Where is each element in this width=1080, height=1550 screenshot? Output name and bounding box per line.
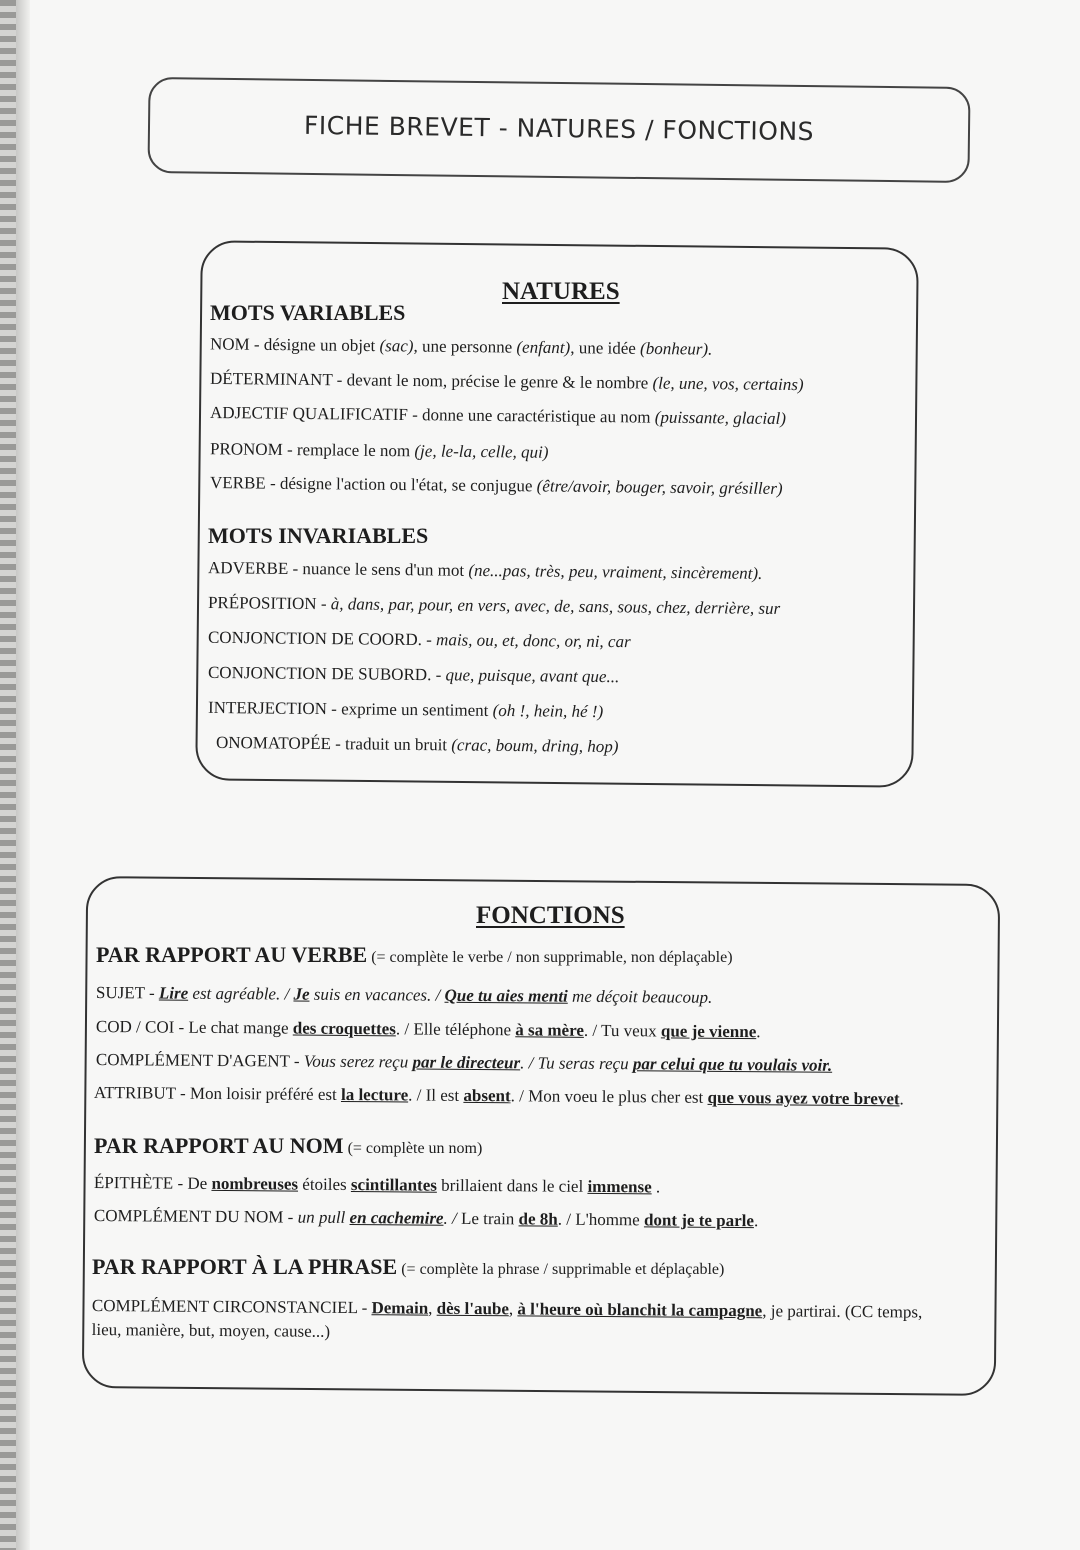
line-text: - nuance le sens d'un mot <box>288 558 469 580</box>
nature-term: CONJONCTION DE COORD. <box>207 628 423 650</box>
sheet-protector-edge <box>16 0 30 1550</box>
example-text: un pull <box>297 1207 350 1228</box>
line-text: . / L'homme <box>557 1209 645 1230</box>
natures-heading: NATURES <box>502 278 620 305</box>
underlined-example: dont je te parle <box>643 1210 755 1231</box>
nature-term: PRONOM <box>209 439 283 460</box>
line-text: . / Mon voeu le plus cher est <box>510 1086 708 1107</box>
line-text: - exprime un sentiment <box>326 698 493 720</box>
nom-heading <box>94 1133 482 1159</box>
underlined-example: absent <box>463 1085 511 1106</box>
underlined-example: des croquettes <box>292 1018 396 1039</box>
underlined-example: la lecture <box>340 1084 409 1105</box>
example-text: (ne...pas, très, peu, vraiment, sincèrement). <box>468 560 763 583</box>
line-text: . <box>651 1177 661 1197</box>
nature-term: ONOMATOPÉE <box>215 732 332 753</box>
title-frame <box>147 77 970 183</box>
line-text: , <box>508 1299 518 1319</box>
example-text: (enfant) <box>516 337 571 358</box>
example-text: (je, le-la, celle, qui) <box>414 441 549 462</box>
example-text: (crac, boum, dring, hop) <box>451 734 619 756</box>
underlined-example: en cachemire <box>349 1208 444 1228</box>
example-text: me déçoit beaucoup. <box>567 986 713 1007</box>
fonctions-heading: FONCTIONS <box>476 902 625 929</box>
underlined-example: que je vienne <box>660 1021 757 1042</box>
underlined-example: Que tu aies menti <box>444 985 568 1006</box>
example-text: est agréable. / <box>188 983 294 1004</box>
line-text: étoiles <box>298 1174 352 1195</box>
phrase-heading-note: (= complète la phrase / supprimable et déplaçable) <box>397 1261 725 1278</box>
line-text: - désigne un objet <box>249 334 380 356</box>
underlined-example: scintillantes <box>350 1175 437 1195</box>
nature-term: ADVERBE <box>207 558 289 578</box>
invariables-heading: MOTS INVARIABLES <box>208 523 429 548</box>
nature-term: ADJECTIF QUALIFICATIF <box>209 403 408 425</box>
nature-term: CONJONCTION DE SUBORD. <box>207 662 432 685</box>
line-text: - donne une caractéristique au nom <box>407 405 655 428</box>
verbe-heading-note: (= complète le verbe / non supprimable, non déplaçable) <box>367 949 733 966</box>
underlined-example: par le directeur <box>412 1052 521 1073</box>
line-text: , <box>428 1298 437 1318</box>
line-text: Le train <box>460 1208 519 1229</box>
line-text: , je partirai. (CC temps, lieu, manière, but, moyen, cause...) <box>91 1301 923 1341</box>
line-text: . <box>753 1211 759 1231</box>
example-text: (oh !, hein, hé !) <box>492 700 604 721</box>
line-text: - désigne l'action ou l'état, se conjugue <box>265 473 537 496</box>
line-text: COD / COI - Le chat mange <box>95 1017 293 1038</box>
underlined-example: par celui que tu voulais voir. <box>632 1054 833 1075</box>
underlined-example: nombreuses <box>211 1173 299 1194</box>
line-text: . / Il est <box>408 1085 464 1105</box>
nature-item <box>210 439 549 463</box>
underlined-example: à sa mère <box>515 1020 585 1040</box>
nom-heading-label: PAR RAPPORT AU NOM <box>94 1133 344 1158</box>
underlined-example: dès l'aube <box>436 1298 510 1319</box>
nature-term: VERBE <box>209 472 266 493</box>
example-text: Vous serez reçu <box>303 1051 413 1072</box>
underlined-example: Je <box>293 984 310 1004</box>
underlined-example: Lire <box>158 983 189 1003</box>
nature-term: PRÉPOSITION <box>207 592 317 613</box>
example-text: (sac) <box>379 336 414 356</box>
line-text: , une idée <box>570 338 641 358</box>
line-text: - <box>421 630 437 650</box>
nom-heading-note: (= complète un nom) <box>343 1140 483 1157</box>
phrase-heading <box>92 1254 724 1280</box>
example-text: . / <box>443 1208 462 1228</box>
line-text: ATTRIBUT - Mon loisir préféré est <box>93 1083 342 1104</box>
line-text: brillaient dans le ciel <box>436 1175 588 1196</box>
nature-item <box>216 732 619 756</box>
line-text: . <box>899 1089 904 1109</box>
line-text: . / Tu veux <box>583 1020 661 1041</box>
line-text: SUJET - <box>95 983 159 1003</box>
underlined-example: à l'heure où blanchit la campagne <box>517 1299 763 1321</box>
underlined-example: que vous ayez votre brevet <box>707 1087 900 1109</box>
example-text: mais, ou, et, donc, or, ni, car <box>435 630 631 652</box>
verbe-heading <box>96 942 733 968</box>
nature-term: NOM <box>209 334 250 354</box>
line-text: . / Elle téléphone <box>395 1019 516 1040</box>
underlined-example: de 8h <box>518 1209 558 1229</box>
nature-term: INTERJECTION <box>207 697 328 718</box>
line-text: - remplace le nom <box>282 440 415 461</box>
example-text: (bonheur). <box>640 338 713 359</box>
line-text: COMPLÉMENT DU NOM - <box>93 1206 298 1227</box>
example-text: (être/avoir, bouger, savoir, grésiller) <box>536 476 783 498</box>
page-title: FICHE BREVET - NATURES / FONCTIONS <box>303 110 815 147</box>
line-text: - <box>431 665 446 685</box>
line-text: . <box>756 1022 761 1042</box>
line-text: , une personne <box>413 336 517 357</box>
binder-rings <box>0 0 16 1550</box>
example-text: (le, une, vos, certains) <box>652 373 804 394</box>
variables-heading: MOTS VARIABLES <box>210 300 406 325</box>
underlined-example: Demain <box>371 1298 429 1318</box>
phrase-heading-label: PAR RAPPORT À LA PHRASE <box>92 1254 398 1279</box>
example-text: que, puisque, avant que... <box>445 665 620 687</box>
fonction-item <box>92 1294 952 1349</box>
line-text: COMPLÉMENT D'AGENT - <box>95 1050 304 1071</box>
example-text: . / Tu seras reçu <box>520 1053 633 1074</box>
nature-item <box>208 698 603 722</box>
line-text: - traduit un bruit <box>330 733 452 754</box>
line-text: ÉPITHÈTE - De <box>93 1173 212 1193</box>
line-text: COMPLÉMENT CIRCONSTANCIEL - <box>91 1295 372 1318</box>
line-text: - devant le nom, précise le genre & le nombre <box>332 369 653 393</box>
example-text: (puissante, glacial) <box>654 408 787 429</box>
example-text: à, dans, par, pour, en vers, avec, de, sans, sous, chez, derrière, sur <box>330 593 781 618</box>
verbe-heading-label: PAR RAPPORT AU VERBE <box>96 942 368 967</box>
line-text: - <box>316 593 331 613</box>
nature-term: DÉTERMINANT <box>209 368 333 389</box>
underlined-example: immense <box>587 1176 652 1197</box>
example-text: suis en vacances. / <box>309 984 445 1005</box>
